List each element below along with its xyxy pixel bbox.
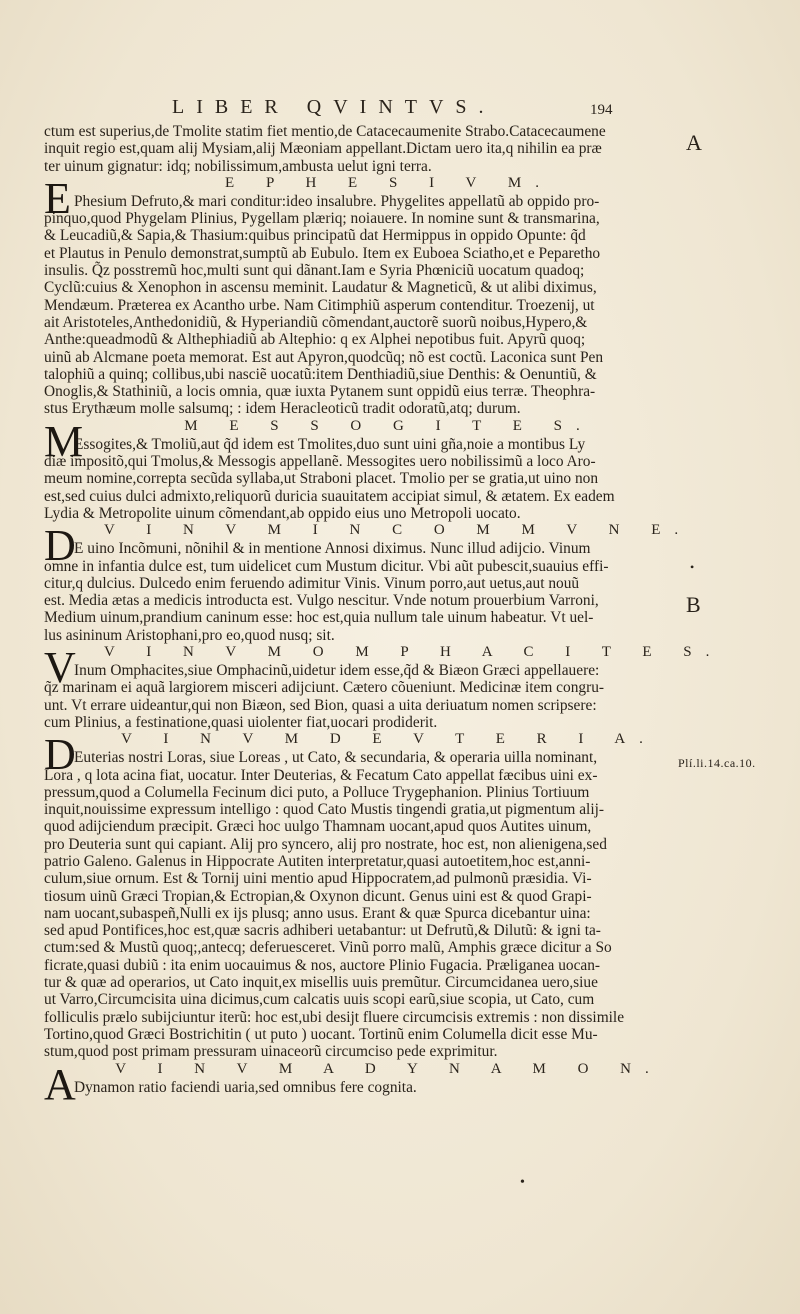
text-line: Anthe:queadmodũ & Althephiadiũ ab Altephio: q ex Alphei nepotibus fuit. Apyrũ quoq;	[44, 331, 586, 349]
text-line: patrio Galeno. Galenus in Hippocrate Autiten interpretatur,quasi autoetitem,hoc est,anni-	[44, 852, 591, 870]
text-line: et Plautus in Penulo demonstrat,sumptũ ab Eubulo. Item ex Euboea Sciatho,et e Peparetho	[44, 244, 601, 262]
text-line: Inum Omphacites,siue Omphacinũ,uidetur idem esse,q̃d & Biæon Græci appellauere:	[74, 662, 600, 680]
text-line: tiosum uinũ Græci Tropian,& Ectropian,& Oxynon dicunt. Genus uini est & quod Grapi-	[44, 887, 592, 905]
drop-initial: D	[44, 730, 76, 780]
text-line: inquit,nouissime expressum intelligo : quod Cato Mustis tingendi gratia,ut pigmentum alij-	[44, 801, 604, 819]
drop-initial: A	[44, 1059, 76, 1109]
text-line: ctum est superius,de Tmolite statim fiet mentio,de Catacecaumenite Strabo.Catacecaumene	[44, 123, 606, 140]
margin-note: Plí.li.14.ca.10.	[678, 756, 756, 770]
drop-initial: E	[44, 173, 71, 223]
text-line: E uino Incõmuni, nõnihil & in mentione Annosi diximus. Nunc illud adijcio. Vinum	[74, 540, 591, 558]
text-line: stum,quod post primam pressuram uinaceorũ circumciso pede exprimitur.	[44, 1043, 498, 1061]
text-line: quod adijciendum præcipit. Græci hoc uulgo Thamnam uocant,apud quos Autites uinum,	[44, 818, 592, 836]
text-line: talophiũ a quinq; collibus,ubi nasciẽ uocatũ:item Denthiadiũ,siue Denthis: & Oenuntiũ, &	[44, 365, 597, 383]
text-line: citur,q dulcius. Dulcedo enim feruendo adimitur Vinis. Vinum porro,aut uetus,aut nouũ	[44, 574, 580, 592]
text-line: cum Plinius, a festinatione,quasi uiolenter fiat,uocari prodiderit.	[44, 713, 438, 731]
text-line: omne in infantia dulce est, tum uidelicet cum Mustum dicitur. Vbi aũt pubescit,suauius effi-	[44, 557, 609, 575]
text-line: q̃z marinam ei aquã largiorem misceri adijciunt. Cætero cõueniunt. Medicinæ item congru-	[44, 679, 605, 697]
text-line: Tortino,quod Græci Bostrichitin ( ut puto ) uocant. Tortinũ enim Columella dicit esse Mu-	[44, 1025, 598, 1043]
text-line: tur & quæ ad operarios, ut Cato inquit,ex misellis uuis premũtur. Circumcidanea uero,siue	[44, 974, 598, 992]
text-line: Medium uinum,prandium caninum esse: hoc est,quia nullum tale uinum habeatur. Vt uel-	[44, 609, 594, 627]
text-line: pro Deuteria sunt qui capiant. Alij pro syncero, alij pro nostrate, hoc est, non alienigena,sed	[44, 835, 607, 853]
text-line: pressum,quod a Columella Fecinum dici puto, a Polluce Trygephanion. Plinius Tortiuum	[44, 783, 590, 801]
text-line: folliculis prælo subijciuntur iterũ: hoc est,ubi desijt fluere circumcisis extremis : non dissimile	[44, 1008, 625, 1026]
section-heading: D V I N V M I N C O M M V N E.	[44, 521, 693, 571]
text-line: lus asininum Aristophani,pro eo,quod nusq; sit.	[44, 626, 335, 644]
text-line: Onoglis,& Stathiniũ, a locis omnia, quæ iuxta Pytanem sunt oppidũ eius terræ. Theophra-	[44, 383, 596, 401]
text-line: sed apud Pontifices,hoc est,quæ sacris adhiberi uetabantur: ut Defrutũ,& Dilutũ: & igni ta-	[44, 922, 601, 940]
section-heading: M M E S S O G I T E S.	[44, 416, 594, 466]
text-line: Mendæum. Præterea ex Acantho urbe. Nam Citimphiũ asperum contenditur. Troezenij, ut	[44, 296, 595, 314]
drop-initial: M	[44, 416, 84, 466]
text-line: ficrate,quasi dubiũ : ita enim uocauimus & nos, auctore Plinio Fugacia. Præliganea uocan-	[44, 956, 601, 974]
drop-initial: V	[44, 643, 76, 693]
drop-initial: D	[44, 521, 76, 571]
text-line: unt. Vt errare uideantur,qui non Biæon, sed Bion, quasi a uita deriuatum nomen scripsere:	[44, 696, 597, 714]
text-line: nam uocant,subaspeñ,Nulli ex ijs plusq; anno usus. Erant & quæ Spurca dicebantur uina:	[44, 904, 591, 922]
text-line: diæ impositõ,qui Tmolus,& Messogis appellanẽ. Messogites uero nobilissimũ a loco Aro-	[44, 453, 596, 471]
text-line: Cyclũ:cuius & Xenophon in ascensu meminit. Laudatur & Magneticũ, & ut alibi diximus,	[44, 279, 597, 297]
page-dot: •	[520, 1175, 525, 1190]
text-line: ut Varro,Circumcisita uina dicimus,cum calcatis uuis scopi earũ,siue scopia, ut Cato, cum	[44, 991, 595, 1009]
section-heading: V V I N V M O M P H A C I T E S.	[44, 643, 724, 693]
margin-mark-b: B	[686, 592, 701, 617]
text-line: Lydia & Metropolite uinum cõmendant,ab oppido eius uno Metropoli uocato.	[44, 504, 521, 522]
text-line: Phesium Defruto,& mari conditur:ideo insalubre. Phygelites appellatũ ab oppido pro-	[74, 192, 600, 210]
text-line: & Leucadiũ,& Sapia,& Thasium:quibus principatũ dat Hermippus in oppido Opunte: q̃d	[44, 227, 586, 245]
section-heading: D V I N V M D E V T E R I A.	[44, 730, 657, 780]
text-line: meum nomine,correpta secũda syllaba,ut Straboni placet. Tmolio per se gratia,ut uino non	[44, 470, 599, 488]
running-head	[150, 96, 670, 122]
running-title: LIBER QVINTVS.	[172, 96, 496, 118]
margin-dot: •	[690, 560, 695, 574]
folio-number: 194	[590, 102, 613, 118]
text-line: Essogites,& Tmoliũ,aut q̃d idem est Tmolites,duo sunt uini gña,noie a montibus Ly	[74, 435, 586, 453]
text-line: uinũ ab Alcmane poeta memorat. Est aut Apyron,quodcũq; nõ est coctũ. Laconica sunt Pen	[44, 348, 604, 366]
text-line: est,sed cuius dulci admixto,reliquorũ duricia suauitatem accipiat simul, & ætatem. Ex eadem	[44, 487, 615, 505]
text-line: stus Erythæum molle salsumq; : idem Heracleoticũ tradit odoratũ,atq; durum.	[44, 400, 521, 418]
section-heading: E E P H E S I V M.	[44, 173, 553, 223]
text-line: est. Media ætas a medicis introducta est. Vulgo nescitur. Vnde notum prouerbium Varroni,	[44, 592, 599, 610]
text-line: Euterias nostri Loras, siue Loreas , ut Cato, & secundaria, & operaria uilla nominant,	[74, 749, 598, 767]
text-line: pinquo,quod Phygelam Plinius, Pygellam plæriq; noiauere. In nomine sunt & transmarina,	[44, 210, 600, 228]
margin-mark-a: A	[686, 130, 702, 155]
text-line: culum,siue ornum. Est & Tornij uini mentio apud Hippocratem,ad pulmonũ præsidia. Vi-	[44, 870, 592, 888]
text-line: Dynamon ratio faciendi uaria,sed omnibus fere cognita.	[74, 1078, 417, 1096]
text-line: Lora , q lota acina fiat, uocatur. Inter Deuterias, & Fecatum Cato appellat fæcibus uini ex-	[44, 766, 598, 784]
text-line: inquit regio est,quam alij Mysiam,alij Mæoniam appellant.Dictam uero ita,q nihilin ea præ	[44, 140, 602, 158]
text-line: ctum:sed & Mustũ quoq;,antecq; deferuesceret. Vinũ porro malũ, Amphis græce dicitur a So	[44, 939, 612, 957]
text-line: insulis. Q̃z posstremũ hoc,multi sunt qui dãnant.Iam e Syria Phœniciũ uocatum quadoq;	[44, 262, 585, 280]
text-line: ter uinum gignatur: idq; nobilissimum,ambusta uelut igni terra.	[44, 157, 432, 175]
text-line: ait Aristoteles,Anthedonidiũ, & Hyperiandiũ cõmendant,auctorẽ suorũ noibus,Hypero,&	[44, 313, 588, 331]
section-heading: A V I N V M A D Y N A M O N.	[44, 1059, 663, 1109]
